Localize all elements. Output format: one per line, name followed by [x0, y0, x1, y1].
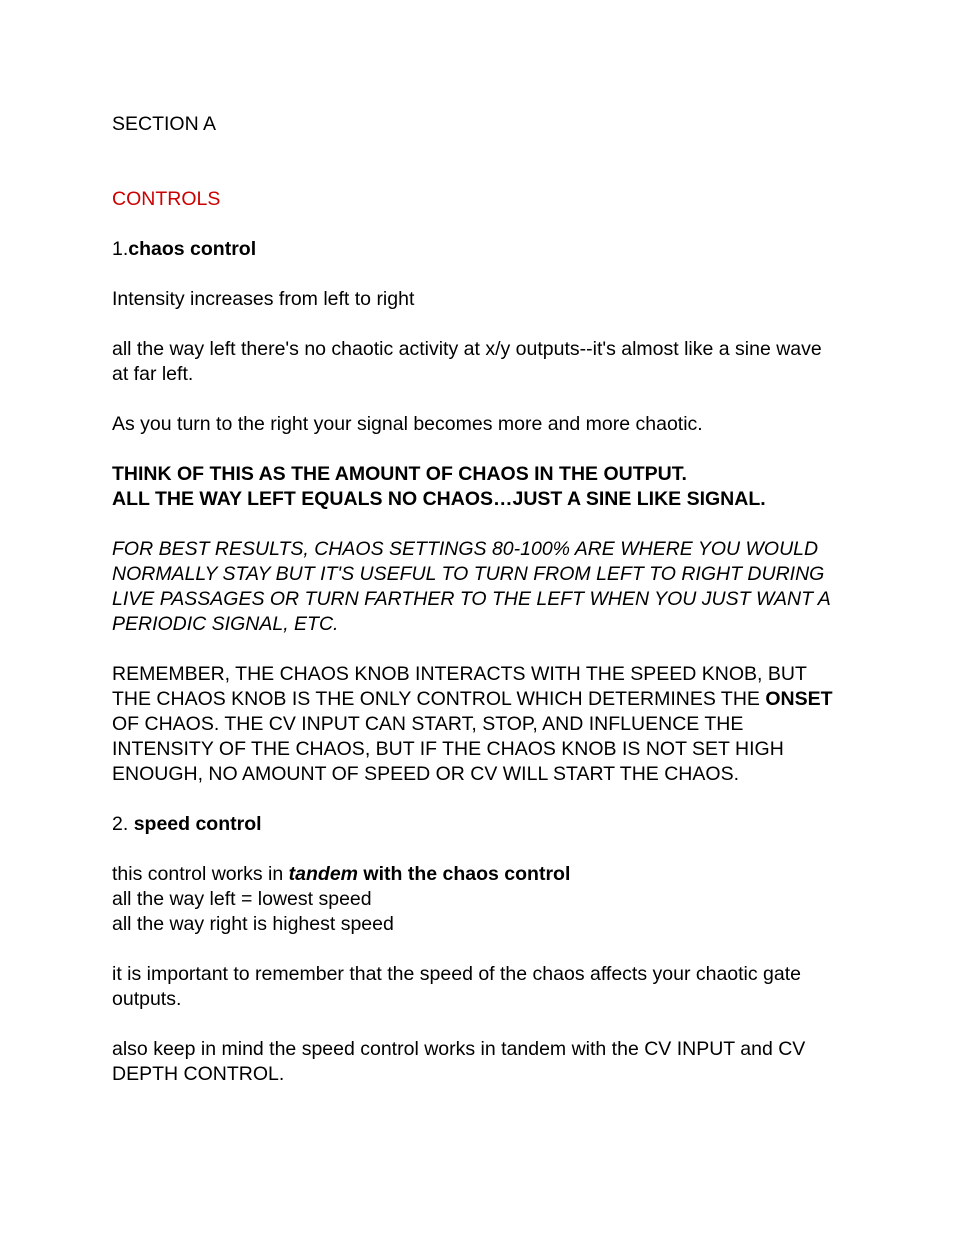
important-paragraph: it is important to remember that the speed of the chaos affects your chaotic gate outputs.	[112, 963, 802, 1010]
item-2-number: 2.	[112, 813, 134, 835]
tandem-line-3: all the way right is highest speed	[112, 913, 394, 935]
all-left-paragraph: all the way left there's no chaotic activity at x/y outputs--it's almost like a sine wave at far left.	[112, 338, 822, 385]
bold-block-line-2: ALL THE WAY LEFT EQUALS NO CHAOS…JUST A SINE LIKE SIGNAL.	[112, 488, 766, 510]
item-2-title: speed control	[133, 813, 262, 835]
bold-block	[112, 462, 842, 512]
remember-block	[112, 662, 842, 787]
italic-block: FOR BEST RESULTS, CHAOS SETTINGS 80-100% ARE WHERE YOU WOULD NORMALLY STAY BUT IT'S USEFUL TO TURN FROM LEFT TO RIGHT DURING LIVE PASSAGES OR TURN FARTHER TO THE LEFT WHEN YOU JUST WANT A PERIODIC SIGNAL, ETC.	[112, 538, 830, 635]
remember-onset: ONSET	[765, 688, 833, 710]
tandem-block	[112, 862, 842, 937]
intensity-paragraph: Intensity increases from left to right	[112, 288, 415, 310]
remember-part-2: OF CHAOS. THE CV INPUT CAN START, STOP, AND INFLUENCE THE INTENSITY OF THE CHAOS, BUT IF THE CHAOS KNOB IS NOT SET HIGH ENOUGH, NO AMOUNT OF SPEED OR CV WILL START THE CHAOS.	[112, 713, 784, 785]
item-1-title: chaos control	[128, 238, 257, 260]
item-1-number: 1.	[112, 238, 129, 260]
item-2-heading	[112, 812, 842, 837]
section-title: SECTION A	[112, 113, 217, 135]
bold-block-line-1: THINK OF THIS AS THE AMOUNT OF CHAOS IN THE OUTPUT.	[112, 463, 687, 485]
item-1-heading	[112, 237, 842, 262]
tandem-lead: this control works in	[112, 863, 289, 885]
tandem-emph: tandem	[288, 863, 359, 885]
document-page	[112, 112, 842, 1112]
keep-in-mind-paragraph: also keep in mind the speed control works in tandem with the CV INPUT and CV DEPTH CONTROL.	[112, 1038, 806, 1085]
controls-heading: CONTROLS	[112, 188, 221, 210]
remember-part-1: REMEMBER, THE CHAOS KNOB INTERACTS WITH THE SPEED KNOB, BUT THE CHAOS KNOB IS THE ONLY CONTROL WHICH DETERMINES THE	[112, 663, 807, 710]
tandem-line-2: all the way left = lowest speed	[112, 888, 372, 910]
tandem-line-1	[112, 862, 842, 887]
tandem-tail: with the chaos control	[358, 863, 571, 885]
turn-right-paragraph: As you turn to the right your signal becomes more and more chaotic.	[112, 413, 703, 435]
